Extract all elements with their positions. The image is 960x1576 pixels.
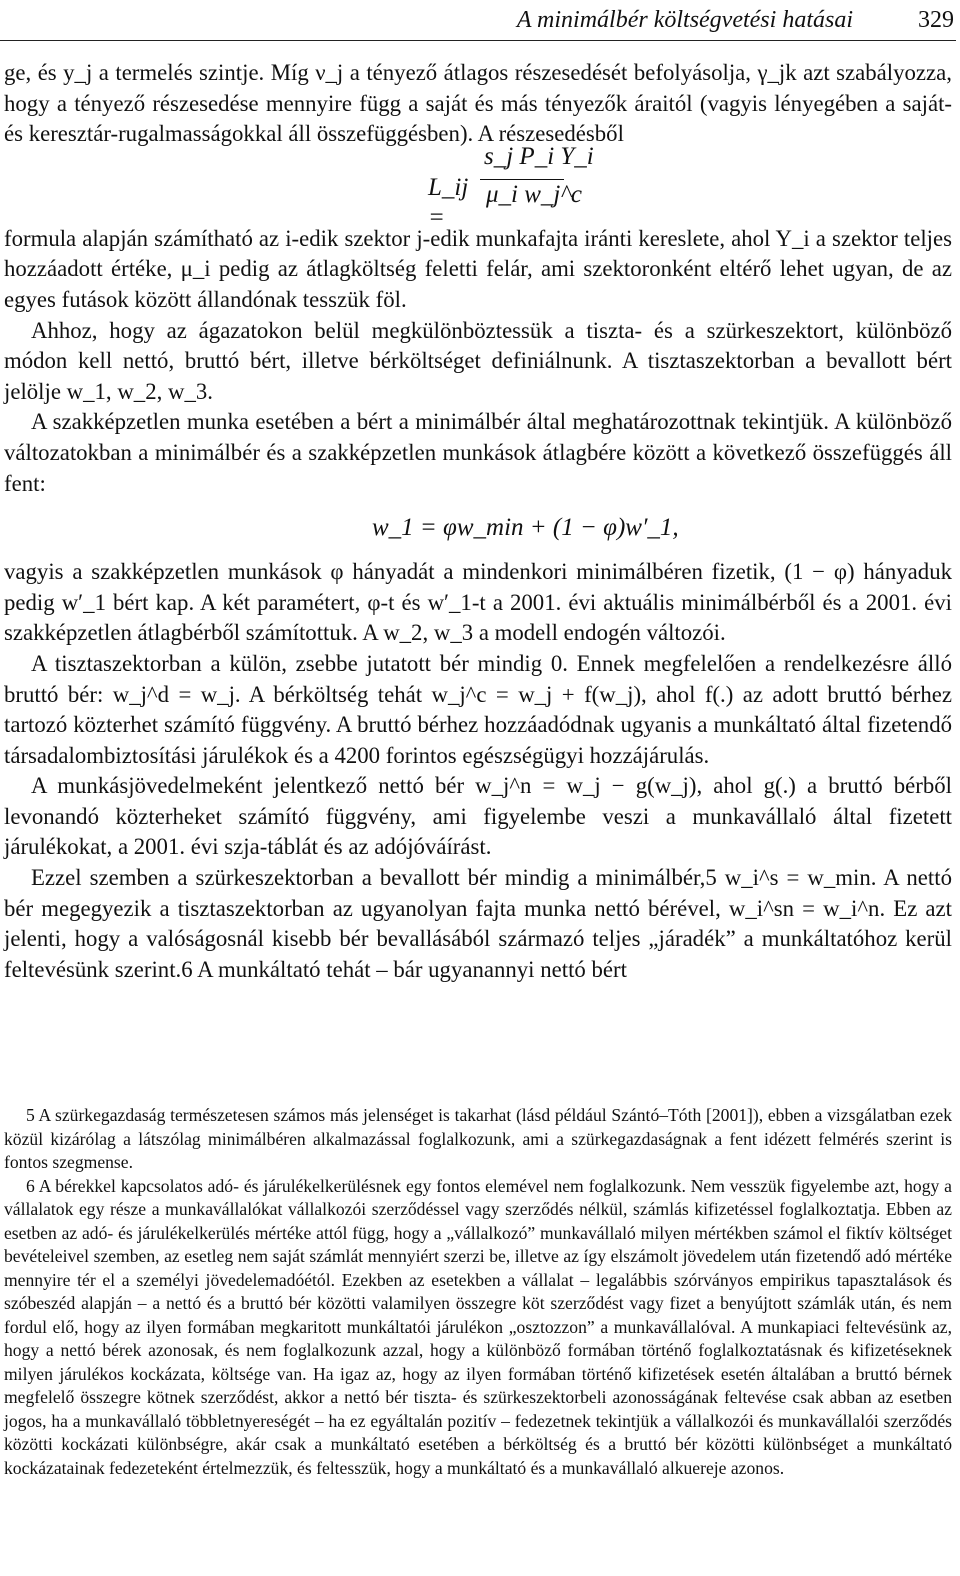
formula-numerator: s_j P_i Y_i xyxy=(484,142,594,170)
paragraph-4: A szakképzetlen munka esetében a bért a minimálbér által meghatározottnak tekintjük. A különböző változatokban a minimálbér és a szakképzetlen munkások átlagbére között a következő összefüggés áll fent: xyxy=(4,409,952,496)
formula-lhs: L_ij = xyxy=(428,173,469,232)
paragraph-3: Ahhoz, hogy az ágazatokon belül megkülönböztessük a tiszta- és a szürkeszektort, különböző módon kell nettó, bruttó bért, illetve bérköltséget definiálnunk. A tisztaszektorban a bevallott bért jelölje w_1, w_2, w_3. xyxy=(4,317,952,404)
paragraph-7: A munkásjövedelmeként jelentkező nettó bér w_j^n = w_j − g(w_j), ahol g(.) a bruttó bérből levonandó közterheket számító függvény, ami figyelembe veszi a munkavállaló által fizetett járulékokat, a 2001. évi szja-táblát és az adójóváírást. xyxy=(4,773,952,860)
paragraph-5: vagyis a szakképzetlen munkások φ hányadát a mindenkori minimálbéren fizetik, (1 − φ) hányaduk pedig w′_1 bért kap. A két paramétert, φ-t és w′_1-t a 2001. évi aktuális minimálbérből és a 2001. évi szakképzetlen átlagbérből számítottuk. A w_2, w_3 a modell endogén változói. xyxy=(4,559,952,646)
formula-labor-demand xyxy=(4,142,952,232)
paragraph-6: A tisztaszektorban a külön, zsebbe jutatott bér mindig 0. Ennek megfelelően a rendelkezésre álló bruttó bér: w_j^d = w_j. A bérköltség tehát w_j^c = w_j + f(w_j), ahol f(.) az adott bruttó bérhez tartozó közterhet számító függvény. A bruttó bérhez hozzáadódnak ugyanis a munkáltató által fizetendő társadalombiztosítási járulékok és a 4200 forintos egészségügyi hozzájárulás. xyxy=(4,650,952,768)
main-text xyxy=(4,58,952,985)
paragraph-1: ge, és y_j a termelés szintje. Míg ν_j a tényező átlagos részesedését befolyásolja, γ_jk azt szabályozza, hogy a tényező részesedése mennyire függ a saját és más tényezők áraitól (vagyis lényegében a saját- és keresztár-rugalmasságokkal áll összefüggésben). A részesedésből xyxy=(4,60,952,147)
formula-wage xyxy=(4,499,952,557)
footnote-6: 6 A bérekkel kapcsolatos adó- és járulékelkerülésnek egy fontos elemével nem foglalkozunk. Nem vesszük figyelembe azt, hogy a vállalatok egy része a munkavállalókat vállalkozói szerződéssel vagy szerződés nélkül, számlás kifizetéssel foglalkoztatja. Ebben az esetben az adó- és járulékelkerülés mértéke attól függ, hogy a „vállalkozó” munkavállaló milyen mértékben számol el fiktív költséget bevételeivel szemben, az esetleg nem saját számlát mennyiért szerzi be, illetve az így elszámolt jövedelem után fizetendő adó mértéke mennyire tér el a személyi jövedelemadóétól. Ezekben az esetekben a vállalat – legalábbis szórványos empirikus tapasztalások és szóbeszéd alapján – a nettó és a bruttó bér közötti valamilyen összegre köt szerződést vagy fizet a benyújtott számlák után, és nem fordul elő, hogy az ilyen formában megkaritott munkáltatói járulékon „osztozzon” a munkavállalóval. A munkapiaci feltevésünk az, hogy a nettó bérek azonosak, és nem foglalkozunk azzal, hogy a különböző formában történő foglalkoztatásnak és kifizetéseknek milyen járulékos kockázata, költsége van. Ha igaz az, hogy az ilyen formában történő kifizetések esetén általában a bruttó bérnek megfelelő összegre kötnek szerződést, akkor a nettó bér tiszta- és szürkeszektorbeli azonosságának feltevése csak abban az esetben jogos, ha a munkavállaló többletnyereségét – ha ez egyáltalán pozitív – fedezetnek tekintjük a vállalkozói és munkavállalói szerződés közötti kockázati különbségre, akár csak a munkáltató esetében a bérköltség és a bruttó bér közötti különbséget a munkáltató kockázatainak fedezeteként értelmezzük, és feltesszük, hogy a munkáltató és a munkavállaló alkuereje azonos. xyxy=(4,1175,952,1478)
paragraph-8: Ezzel szemben a szürkeszektorban a bevallott bér mindig a minimálbér,5 w_i^s = w_min. A nettó bér megegyezik a tisztaszektorban az ugyanolyan fajta munka nettó bérével, w_i^sn = w_i^n. Ez azt jelenti, hogy a valóságosnál kisebb bér bevallásából származó teljes „járadék” a munkáltatóhoz kerül feltevésünk szerint.6 A munkáltató tehát – bár ugyanannyi nettó bért xyxy=(4,865,952,982)
footnote-5: 5 A szürkegazdaság természetesen számos más jelenséget is takarhat (lásd például Szántó–Tóth [2001]), ebben a vizsgálatban ezek közül kizárólag a látszólag minimálbéren alkalmazással foglalkozunk, ami a szürkegazdaságnak a fent idézett felmérés szerint is fontos szegmense. xyxy=(4,1105,952,1172)
formula-wage-text: w_1 = φw_min + (1 − φ)w′_1, xyxy=(372,514,679,542)
running-title: A minimálbér költségvetési hatásai xyxy=(516,6,853,33)
running-header xyxy=(0,0,956,41)
page-number: 329 xyxy=(918,6,954,33)
formula-denominator: μ_i w_j^c xyxy=(486,180,583,208)
paragraph-2: formula alapján számítható az i-edik szektor j-edik munkafajta iránti kereslete, ahol Y_i a szektor teljes hozzáadott értéke, μ_i pedig az átlagköltség feletti felár, ami szektoronként eltérő lehet ugyan, de az egyes futások között állandónak tesszük föl. xyxy=(4,225,952,312)
footnotes xyxy=(4,1104,952,1480)
